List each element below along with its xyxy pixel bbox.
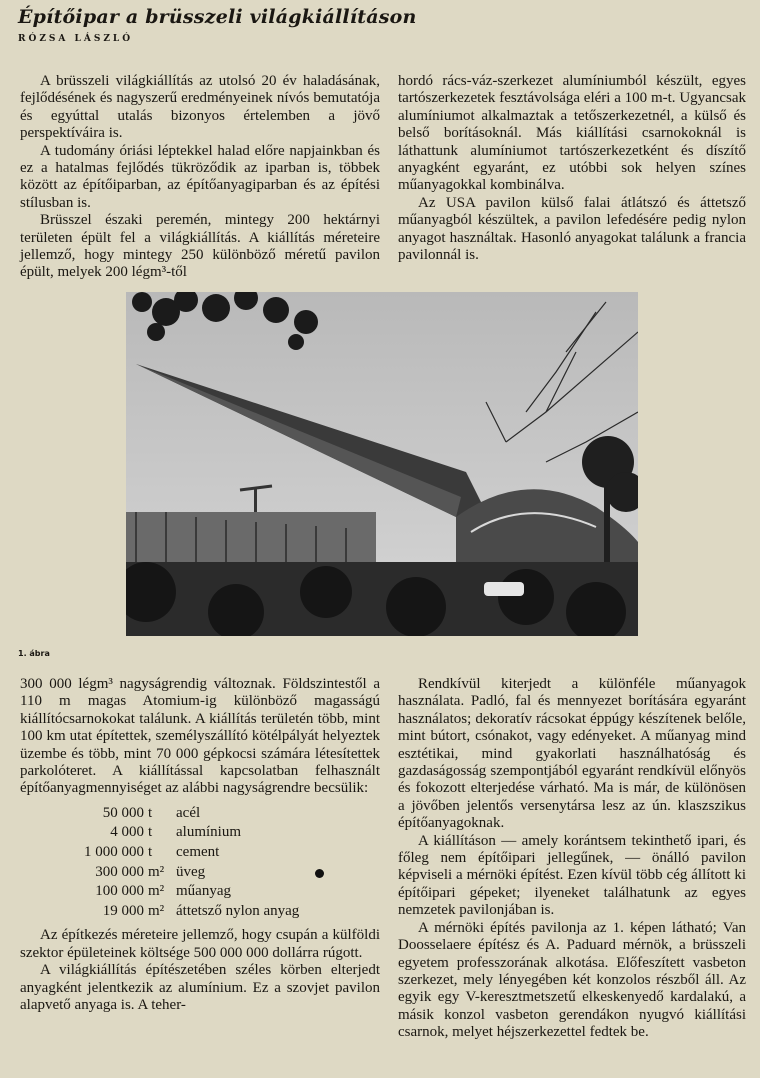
column-4: [398, 676, 746, 1042]
column-3: [20, 676, 380, 1014]
quantity: 300 000: [95, 863, 144, 880]
author-name: RÓZSA LÁSZLÓ: [18, 34, 134, 44]
pavilion-photo-illustration: [126, 292, 638, 636]
paragraph: Brüsszel északi peremén, mintegy 200 hektárnyi területen épült fel a világkiállítás. A kiállítás méreteire jellemző, hogy mintegy 250 különböző méretű pavilon épült, melyek 200 légm³-től: [20, 212, 380, 281]
material-name: üveg: [176, 863, 206, 880]
column-1: [20, 73, 380, 282]
table-row: [20, 843, 299, 863]
unit: m²: [148, 883, 165, 900]
material-name: műanyag: [176, 883, 231, 900]
material-name: áttetsző nylon anyag: [176, 902, 300, 919]
quantity: 50 000: [102, 804, 144, 821]
material-name: alumínium: [176, 824, 241, 841]
unit: t: [148, 804, 153, 821]
paragraph: Rendkívül kiterjedt a különféle műanyagok használata. Padló, fal és mennyezet borítására egyaránt használatos; dekoratív rácsokat éppúgy készítenek belőle, mint bútort, csónakot, vagy edényeket. A műanyag mind esztétikai, mind gyakorlati használhatóság és gazdaságosság szempontjából egyaránt rendkívül előnyös és fokozott elterjedése várható. Ma is már, de különösen a jövőben jelentős versenytársa lesz az ún. klaszszikus építőanyagoknak.: [398, 676, 746, 832]
quantity: 1 000 000: [84, 844, 144, 861]
unit: t: [148, 844, 153, 861]
table-row: [20, 804, 299, 824]
unit: m²: [148, 902, 165, 919]
unit: m²: [148, 863, 165, 880]
unit: t: [148, 824, 153, 841]
materials-table: [20, 804, 299, 922]
paragraph: A tudomány óriási léptekkel halad előre napjainkban és ez a hatalmas fejlődés tükröződik az iparban is, többek között az építőiparban, az építőanyagiparban és az építési stílusban is.: [20, 142, 380, 211]
paragraph: A mérnöki építés pavilonja az 1. képen látható; Van Doosselaere építész és A. Paduard mérnök, a brüsszeli egyetem professzorának alkotása. Előfeszített vasbeton szerkezet, mely lényegében két konzolos részből áll. Az egyik egy V-keresztmetszetű elkeskenyedő kardalakú, a másik konzol vasbeton gerendákon nyugvó kiállítási csarnok, melyet héjszerkezettel fedtek be.: [398, 919, 746, 1041]
table-row: [20, 902, 299, 922]
material-name: cement: [176, 844, 220, 861]
quantity: 100 000: [95, 883, 144, 900]
paragraph: Az építkezés méreteire jellemző, hogy csupán a külföldi szektor épületeinek költsége 500 000 000 dollárra rúgott.: [20, 927, 380, 961]
table-row: [20, 882, 299, 902]
paragraph: Az USA pavilon külső falai átlátszó és áttetsző műanyagból készültek, a pavilon lefedésére pedig nylon anyagot használtak. Hasonló anyagokat találunk a francia pavilonnál is.: [398, 194, 746, 264]
paragraph: 300 000 légm³ nagyságrendig változnak. Földszintestől a 110 m magas Atomium-ig különböző magasságú kiállítócsarnokokat találunk. A kiállítás területén több, mint 100 km utat építettek, személyszállító kötélpályát helyeztek üzembe és több, mint 70 000 gépkocsi számára létesítettek parkolóteret. A kiállítással kapcsolatban felhasznált építőanyagmennyiséget az alábbi nagyságrendre becsülik:: [20, 676, 380, 797]
material-name: acél: [176, 804, 201, 821]
column-2: [398, 73, 746, 264]
paragraph: hordó rács-váz-szerkezet alumíniumból készült, egyes tartószerkezetek fesztávolsága eléri a 100 m-t. Ugyancsak alumíniumot alkalmaztak a tetőszerkezetnél, a külső és belső borításoknál. Más kiállítási csarnokoknál is láthattunk alumíniumot tartószerkezetként és díszítő anyagként egyaránt, ez utóbbi sok helyen színes műanyagokkal kombinálva.: [398, 73, 746, 194]
paragraph: A világkiállítás építészetében széles körben elterjedt anyagként jelentkezik az alumínium. Ez a szovjet pavilon alapvető anyaga is. A teher-: [20, 962, 380, 1014]
article-title: Építőipar a brüsszeli világkiállításon: [18, 6, 417, 28]
table-row: [20, 863, 299, 883]
quantity: 19 000: [102, 902, 144, 919]
ink-spot: [315, 869, 324, 878]
paragraph: A kiállításon — amely korántsem tekinthető ipari, és főleg nem építőipari jellegűnek, — önálló pavilon képviseli a mérnöki építést. Ezen kívül több cég állított ki építőipari gépeket; ilyeneket találhatunk az egyes nemzetek pavilonjában is.: [398, 832, 746, 919]
paragraph: A brüsszeli világkiállítás az utolsó 20 év haladásának, fejlődésének és nagyszerű eredményeinek nívós bemutatója és egyúttal utalás bizonyos értelemben a jövő perspektíváira is.: [20, 73, 380, 142]
pavilion-photograph: [126, 292, 638, 636]
quantity: 4 000: [110, 824, 144, 841]
table-row: [20, 823, 299, 843]
figure-caption: 1. ábra: [18, 649, 50, 658]
